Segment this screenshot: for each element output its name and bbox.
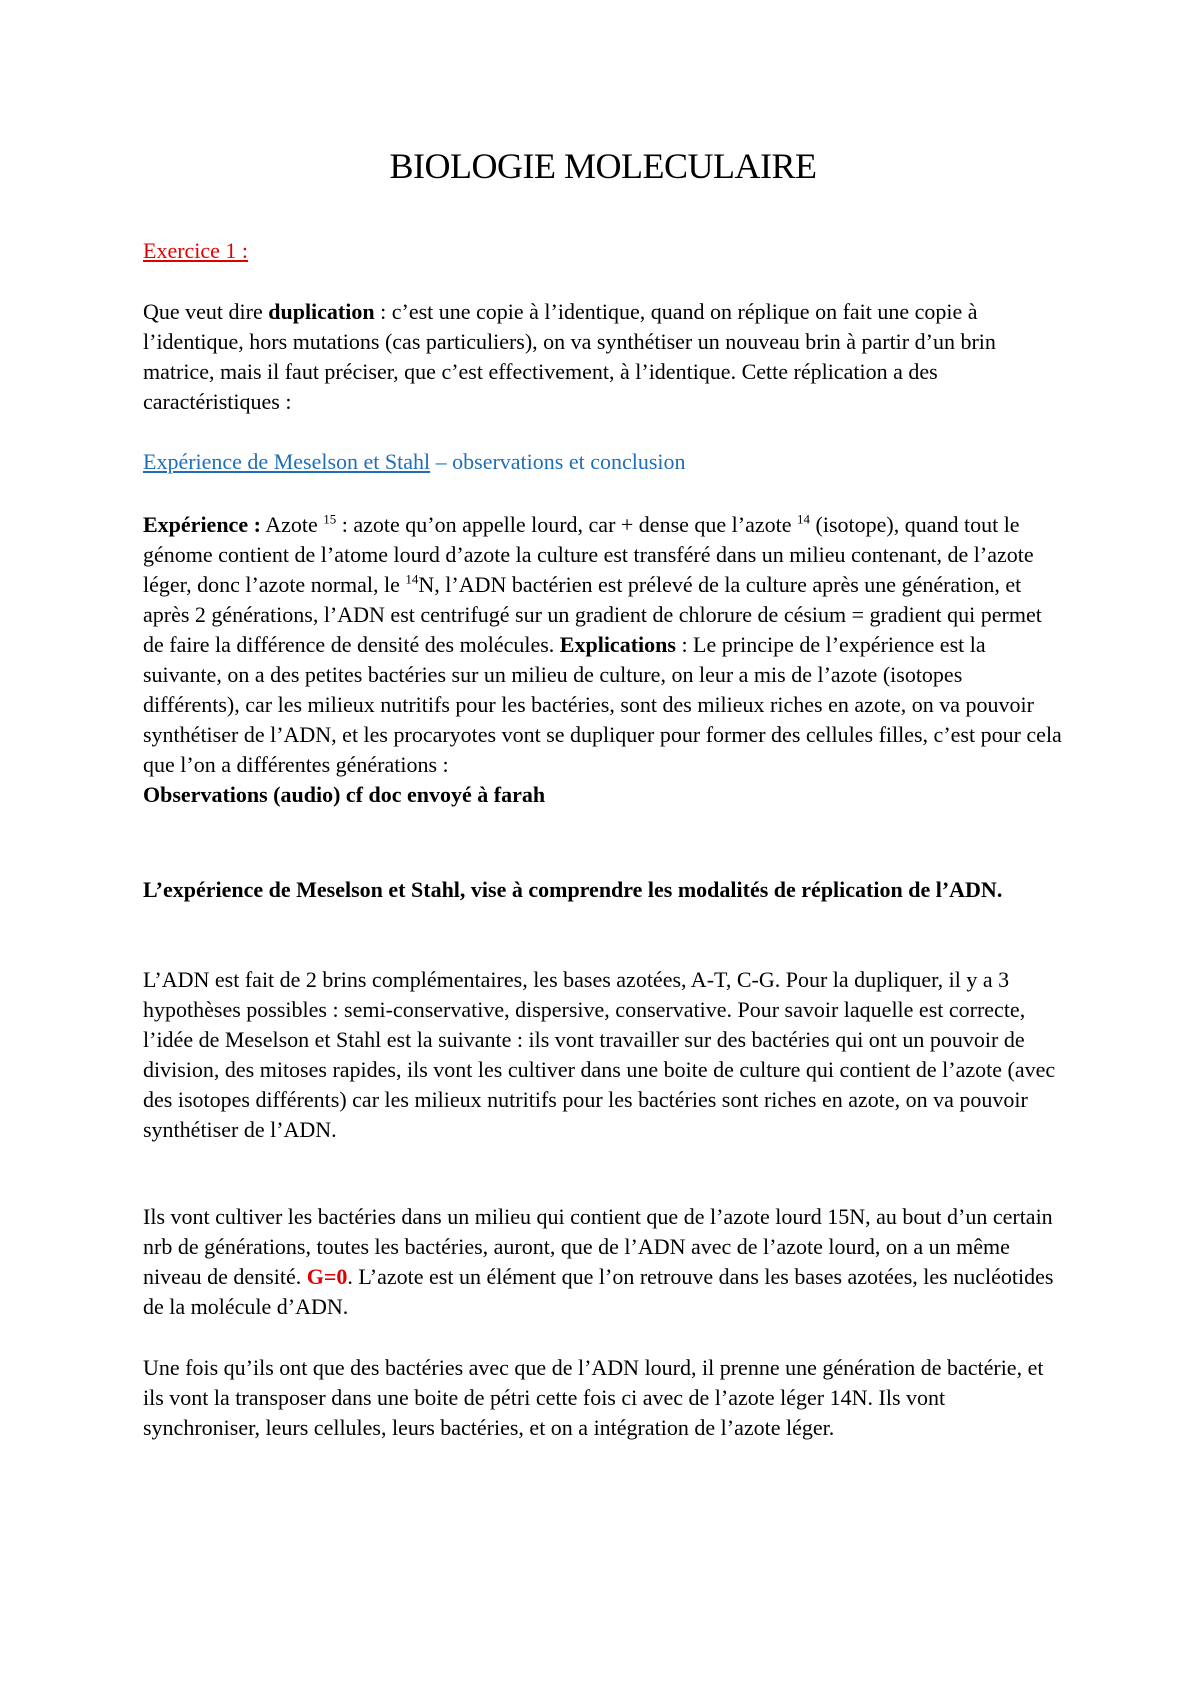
highlight-g0: G=0 [306, 1264, 348, 1289]
superscript-14-n: 14 [405, 571, 419, 587]
paragraph-experience [143, 510, 1063, 810]
observations-line: Observations (audio) cf doc envoyé à farah [143, 782, 546, 807]
p2-t4: N, l’ADN bactérien est prélevé de la culture après une génération, et après 2 générations, l’ADN est centrifugé sur un gradient de chlorure de césium = gradient qui permet de faire la différence de densité des molécules. [143, 572, 1042, 657]
term-duplication: duplication [268, 299, 375, 324]
paragraph-hypotheses [143, 965, 1063, 1145]
label-experience: Expérience : [143, 512, 261, 537]
exercise-heading [143, 236, 1063, 266]
section-link[interactable]: Expérience de Meselson et Stahl [143, 449, 431, 474]
p5-t1: Ils vont cultiver les bactéries dans un milieu qui contient que de l’azote lourd 15N, au bout d’un certain nrb de générations, toutes les bactéries, auront, que de l’ADN avec de l’azote lourd, on a un même niveau de densité. [143, 1204, 1053, 1289]
superscript-14: 14 [797, 511, 810, 527]
paragraph-light-nitrogen [143, 1353, 1063, 1443]
p6-text: Une fois qu’ils ont que des bactéries avec que de l’ADN lourd, il prenne une génération de bactérie, et ils vont la transposer dans une boite de pétri cette fois ci avec de l’azote léger 14N. Ils vont synchroniser, leurs cellules, leurs bactéries, et on a intégration de l’azote léger. [143, 1355, 1044, 1440]
aim-text: L’expérience de Meselson et Stahl, vise à comprendre les modalités de réplication de l’ADN. [143, 877, 1003, 902]
p4-text: L’ADN est fait de 2 brins complémentaires, les bases azotées, A-T, C-G. Pour la dupliquer, il y a 3 hypothèses possibles : semi-conservative, dispersive, conservative. Pour savoir laquelle est correcte, l’idée de Meselson et Stahl est la suivante : ils vont travailler sur des bactéries qui ont un pouvoir de division, des mitoses rapides, ils vont les cultiver dans une boite de culture qui contient de l’azote (avec des isotopes différents) car les milieux nutritifs pour les bactéries sont riches en azote, on va pouvoir synthétiser de l’ADN. [143, 967, 1056, 1142]
p1-lead: Que veut dire [143, 299, 269, 324]
paragraph-heavy-nitrogen [143, 1202, 1063, 1322]
section-heading [143, 447, 1063, 477]
superscript-15: 15 [323, 511, 337, 527]
label-explications: Explications [559, 632, 676, 657]
p2-t2: : azote qu’on appelle lourd, car + dense que l’azote [336, 512, 797, 537]
p2-t1: Azote [260, 512, 324, 537]
exercise-heading-text: Exercice 1 : [143, 238, 249, 263]
p5-t2: . L’azote est un élément que l’on retrouve dans les bases azotées, les nucléotides de la molécule d’ADN. [143, 1264, 1054, 1319]
p2-t5: : Le principe de l’expérience est la suivante, on a des petites bactéries sur un milieu de culture, on leur a mis de l’azote (isotopes différents), car les milieux nutritifs pour les bactéries, sont des milieux riches en azote, on va pouvoir synthétiser de l’ADN, et les procaryotes vont se dupliquer pour former des cellules filles, c’est pour cela que l’on a différentes générations : [143, 632, 1062, 777]
section-heading-rest: – observations et conclusion [430, 449, 686, 474]
paragraph-aim [143, 875, 1063, 905]
paragraph-duplication [143, 297, 1063, 417]
p2-t3: (isotope), quand tout le génome contient de l’atome lourd d’azote la culture est transféré dans un milieu contenant, de l’azote léger, donc l’azote normal, le [143, 512, 1034, 597]
document-title: BIOLOGIE MOLECULAIRE [389, 146, 817, 186]
p1-rest: : c’est une copie à l’identique, quand on réplique on fait une copie à l’identique, hors mutations (cas particuliers), on va synthétiser un nouveau brin à partir d’un brin matrice, mais il faut préciser, que c’est effectivement, à l’identique. Cette réplication a des caractéristiques : [143, 299, 996, 414]
